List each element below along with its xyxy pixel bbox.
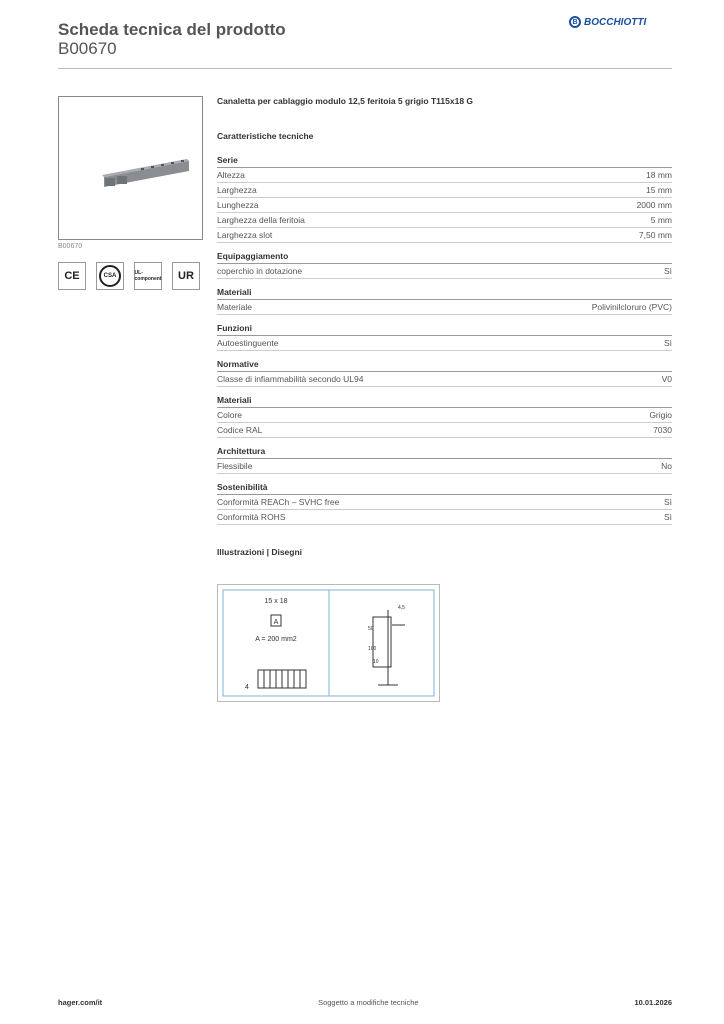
spec-row [217, 372, 672, 387]
spec-value: 18 mm [646, 170, 672, 180]
spec-label: Materiale [217, 302, 252, 312]
spec-label: Classe di infiammabilità secondo UL94 [217, 374, 364, 384]
cable-duct-illustration [59, 97, 202, 239]
brand-logo-icon: B [569, 16, 581, 28]
spec-value: Sì [663, 266, 672, 276]
dim-left: 4 [245, 684, 249, 691]
spec-label: Autoestinguente [217, 338, 279, 348]
spec-section [217, 359, 672, 387]
dim-50: 50 [368, 626, 374, 632]
spec-row [217, 459, 672, 474]
spec-label: Lunghezza [217, 200, 259, 210]
spec-row [217, 408, 672, 423]
spec-row [217, 423, 672, 438]
spec-value: 2000 mm [636, 200, 672, 210]
section-heading: Materiali [217, 287, 672, 300]
drawing-size: 15 x 18 [264, 598, 288, 605]
spec-sections [217, 155, 672, 525]
spec-section [217, 446, 672, 474]
product-code: B00670 [58, 39, 117, 58]
dim-100: 100 [368, 646, 377, 652]
spec-value: 7030 [653, 425, 672, 435]
csa-mark-icon [96, 262, 124, 290]
illustrations-title: Illustrazioni | Disegni [217, 547, 303, 557]
dim-top: 4,5 [398, 605, 405, 611]
dim-10: 10 [373, 659, 379, 665]
spec-label: Larghezza della feritoia [217, 215, 305, 225]
header-divider [58, 68, 672, 69]
spec-section [217, 482, 672, 525]
spec-label: Larghezza [217, 185, 257, 195]
spec-label: coperchio in dotazione [217, 266, 303, 276]
spec-row [217, 213, 672, 228]
spec-value: 5 mm [650, 215, 672, 225]
spec-row [217, 300, 672, 315]
spec-value: Polivinilcloruro (PVC) [591, 302, 672, 312]
csa-label: CSA [99, 265, 121, 287]
spec-value: Sì [663, 512, 672, 522]
spec-row [217, 510, 672, 525]
brand-name: BOCCHIOTTI [584, 16, 647, 28]
spec-label: Larghezza slot [217, 230, 273, 240]
section-heading: Serie [217, 155, 672, 168]
section-heading: Equipaggiamento [217, 251, 672, 264]
area-value: A = 200 mm2 [255, 636, 297, 643]
characteristics-title: Caratteristiche tecniche [217, 131, 314, 141]
page-title: Scheda tecnica del prodotto [58, 20, 286, 39]
spec-label: Altezza [217, 170, 245, 180]
specifications [217, 96, 672, 557]
spec-section [217, 155, 672, 243]
spec-section [217, 287, 672, 315]
brand-logo [569, 16, 646, 28]
spec-label: Codice RAL [217, 425, 263, 435]
footer-notice: Soggetto a modifiche tecniche [318, 998, 419, 1007]
spec-value: 7,50 mm [638, 230, 672, 240]
spec-label: Flessibile [217, 461, 253, 471]
spec-label: Colore [217, 410, 243, 420]
image-caption: B00670 [58, 243, 83, 250]
ul-label: UL-component [134, 270, 162, 282]
page-footer [58, 998, 672, 1007]
spec-value: Sì [663, 338, 672, 348]
product-image [58, 96, 203, 240]
spec-section [217, 251, 672, 279]
section-heading: Sostenibilità [217, 482, 672, 495]
spec-row [217, 336, 672, 351]
footer-website[interactable]: hager.com/it [58, 998, 103, 1007]
footer-date: 10.01.2026 [634, 998, 672, 1007]
certification-marks [58, 262, 200, 290]
technical-drawing [217, 584, 440, 702]
spec-value: Sì [663, 497, 672, 507]
spec-row [217, 168, 672, 183]
ce-mark-icon: CE [58, 262, 86, 290]
ur-mark-icon: UR [172, 262, 200, 290]
spec-label: Conformità REACh – SVHC free [217, 497, 340, 507]
spec-row [217, 198, 672, 213]
spec-value: V0 [661, 374, 672, 384]
spec-row [217, 495, 672, 510]
section-heading: Architettura [217, 446, 672, 459]
product-title: Canaletta per cablaggio modulo 12,5 feritoia 5 grigio T115x18 G [217, 96, 474, 106]
spec-label: Conformità ROHS [217, 512, 286, 522]
spec-value: Grigio [649, 410, 672, 420]
area-symbol: A [273, 619, 279, 626]
spec-value: 15 mm [646, 185, 672, 195]
spec-row [217, 183, 672, 198]
spec-section [217, 323, 672, 351]
section-heading: Materiali [217, 395, 672, 408]
section-heading: Normative [217, 359, 672, 372]
spec-row [217, 264, 672, 279]
spec-value: No [661, 461, 672, 471]
drawing-svg [218, 585, 439, 701]
ul-component-mark-icon [134, 262, 162, 290]
spec-section [217, 395, 672, 438]
section-heading: Funzioni [217, 323, 672, 336]
spec-row [217, 228, 672, 243]
